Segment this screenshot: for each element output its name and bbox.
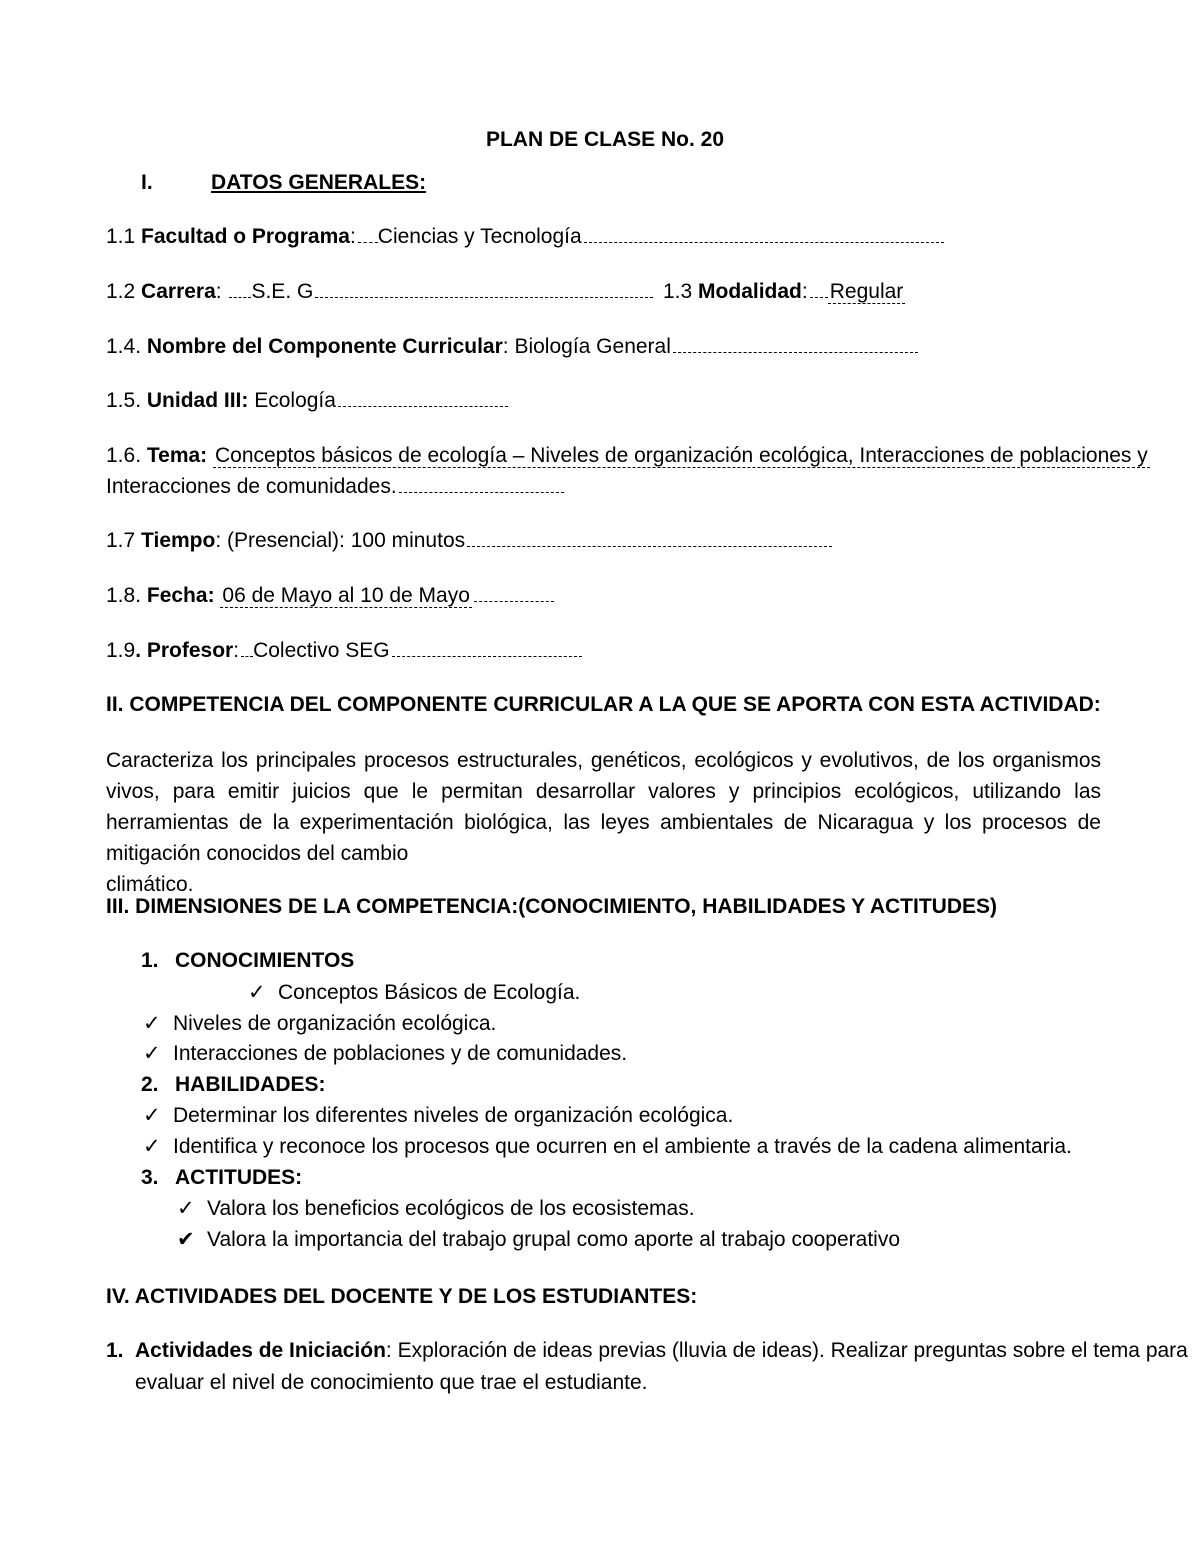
paragraph-line: Caracteriza los principales procesos estructurales, genéticos, ecológicos y evolutivos, de los organismos vivos, para <box>106 749 1101 803</box>
field-value: Interacciones de comunidades. <box>106 475 397 498</box>
actitudes-heading: 3. ACTITUDES: <box>141 1166 303 1189</box>
field-value: S.E. G <box>251 280 314 303</box>
field-value: Ecología <box>254 389 336 412</box>
field-label: Actividades de Iniciación <box>135 1339 386 1362</box>
conocimientos-heading: 1. CONOCIMIENTOS <box>141 949 355 972</box>
field-profesor: 1.9. Profesor: Colectivo SEG <box>106 638 582 664</box>
check-icon: ✓ <box>143 1012 161 1035</box>
field-value: Regular <box>829 280 904 303</box>
list-item: ✔ Valora la importancia del trabajo grupal como aporte al trabajo cooperativo <box>177 1228 901 1251</box>
check-icon: ✓ <box>177 1197 195 1220</box>
list-item: ✓ Identifica y reconoce los procesos que ocurren en el ambiente a través de la cadena alimentaria. <box>143 1135 1072 1158</box>
field-label: Facultad o Programa <box>141 225 350 248</box>
field-label: Unidad III: <box>146 389 249 412</box>
actividades-iniciacion-continued: evaluar el nivel de conocimiento que trae el estudiante. <box>135 1371 648 1394</box>
page-title: PLAN DE CLASE No. 20 <box>485 128 725 151</box>
field-value: Ciencias y Tecnología <box>377 225 582 248</box>
field-tiempo: 1.7 Tiempo: (Presencial): 100 minutos <box>106 528 832 554</box>
paragraph-line: experimentación biológica, las leyes ambientales de Nicaragua y los procesos de mitigación conocidos del cambio <box>106 811 1101 865</box>
field-unidad: 1.5. Unidad III: Ecología <box>106 388 508 414</box>
section-1-numeral: I. <box>141 171 153 194</box>
field-value: Biología General <box>514 335 671 358</box>
list-item: ✓ Determinar los diferentes niveles de organización ecológica. <box>143 1104 734 1127</box>
field-label: Tiempo <box>141 529 216 552</box>
field-fecha: 1.8. Fecha: 06 de Mayo al 10 de Mayo <box>106 583 554 609</box>
field-facultad: 1.1 Facultad o Programa: Ciencias y Tecnología <box>106 224 944 250</box>
field-label: Tema: <box>146 444 208 467</box>
list-item: ✓ Conceptos Básicos de Ecología. <box>248 981 581 1004</box>
field-value: 06 de Mayo al 10 de Mayo <box>222 584 470 607</box>
field-value: Colectivo SEG <box>253 639 390 662</box>
field-label: Modalidad <box>698 280 802 303</box>
field-modalidad: 1.3 Modalidad: Regular <box>663 280 904 303</box>
field-label: Nombre del Componente Curricular <box>146 335 503 358</box>
check-icon: ✓ <box>143 1042 161 1065</box>
list-item: ✓ Niveles de organización ecológica. <box>143 1012 497 1035</box>
section-1-heading <box>141 171 426 195</box>
field-carrera: 1.2 Carrera: S.E. G <box>106 279 653 305</box>
field-componente: 1.4. Nombre del Componente Curricular: Biología General <box>106 334 918 360</box>
field-label: Fecha: <box>146 584 215 607</box>
check-icon: ✓ <box>143 1104 161 1127</box>
check-icon: ✓ <box>143 1135 161 1158</box>
competencia-paragraph <box>106 745 1101 900</box>
field-tema-continued <box>106 474 564 500</box>
list-item: ✓ Interacciones de poblaciones y de comunidades. <box>143 1042 628 1065</box>
habilidades-heading: 2. HABILIDADES: <box>141 1073 326 1096</box>
check-icon: ✔ <box>177 1228 195 1251</box>
section-3-heading: III. DIMENSIONES DE LA COMPETENCIA:(CONOCIMIENTO, HABILIDADES Y ACTITUDES) <box>106 895 997 918</box>
field-value: Conceptos básicos de ecología – Niveles de organización ecológica, Interacciones de poblaciones y <box>215 444 1148 467</box>
section-1-title: DATOS GENERALES: <box>211 171 427 194</box>
list-item: ✓ Valora los beneficios ecológicos de los ecosistemas. <box>177 1197 695 1220</box>
field-label: Carrera <box>141 280 216 303</box>
field-tema: 1.6. Tema: Conceptos básicos de ecología – Niveles de organización ecológica, Interacciones de poblaciones y <box>106 444 1148 467</box>
actividades-iniciacion: 1. Actividades de Iniciación: Exploración de ideas previas (lluvia de ideas). Realizar preguntas sobre el tema para <box>106 1339 1188 1362</box>
section-2-heading: II. COMPETENCIA DEL COMPONENTE CURRICULAR A LA QUE SE APORTA CON ESTA ACTIVIDAD: <box>106 693 1101 716</box>
check-icon: ✓ <box>248 981 266 1004</box>
section-4-heading: IV. ACTIVIDADES DEL DOCENTE Y DE LOS ESTUDIANTES: <box>106 1285 698 1308</box>
field-value: : (Presencial): 100 minutos <box>215 529 466 552</box>
paragraph-line: emitir juicios que le permitan desarrollar valores y principios ecológicos, utilizando las herramientas de la <box>106 780 1101 834</box>
paragraph-line: climático. <box>106 873 194 896</box>
field-label: . Profesor <box>135 639 234 662</box>
